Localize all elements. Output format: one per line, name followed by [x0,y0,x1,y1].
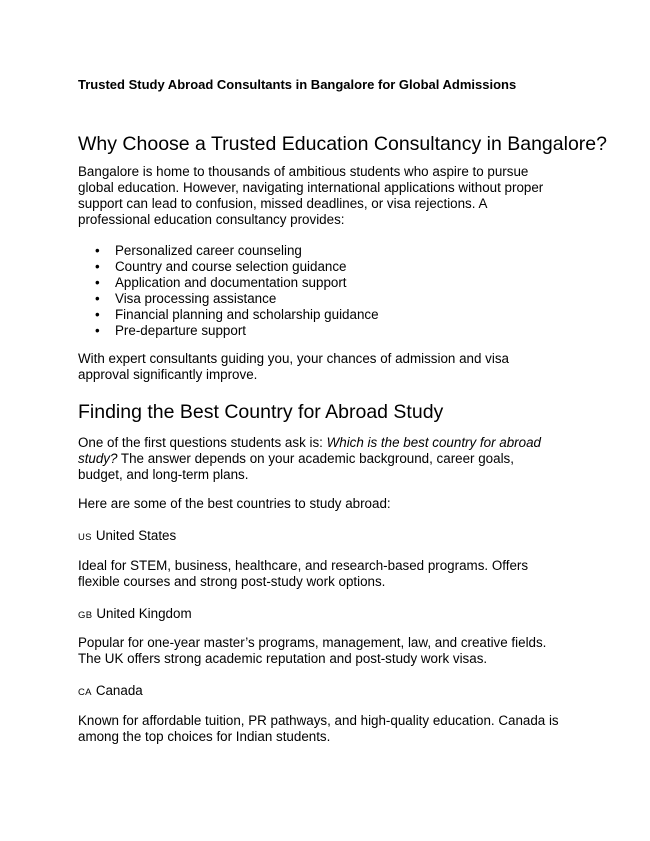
paragraph-text: One of the first questions students ask is: [78,435,327,450]
bullet-icon: • [95,259,100,274]
services-bullet-list [78,243,379,339]
paragraph-line: budget, and long-term plans. [78,467,249,483]
paragraph-line: Ideal for STEM, business, healthcare, and research-based programs. Offers [78,558,529,573]
country-description-gb [78,635,578,667]
list-item-label: Financial planning and scholarship guidance [115,307,379,322]
paragraph-line: The UK offers strong academic reputation and post-study work visas. [78,651,488,667]
country-name: Canada [95,683,143,698]
bullet-icon: • [95,323,100,338]
country-description-us [78,558,578,590]
country-name: United Kingdom [96,606,192,621]
paragraph-line: Popular for one-year master’s programs, management, law, and creative fields. [78,635,547,650]
paragraph-line: Known for affordable tuition, PR pathways, and high-quality education. Canada is [78,713,559,728]
list-item [78,259,379,275]
country-description-ca [78,713,578,745]
list-item-label: Country and course selection guidance [115,259,347,274]
bullet-icon: • [95,307,100,322]
country-code: CA [78,687,92,698]
section-intro-paragraph [78,164,578,228]
paragraph-line: global education. However, navigating international applications without proper [78,180,544,196]
list-item-label: Application and documentation support [115,275,347,290]
section-intro-paragraph [78,435,578,483]
paragraph-emphasis: study? [78,451,118,467]
paragraph-line: Here are some of the best countries to study abroad: [78,496,391,511]
list-item [78,275,379,291]
bullet-icon: • [95,243,100,258]
list-item [78,307,379,323]
country-code: GB [78,610,93,621]
paragraph-line: With expert consultants guiding you, your chances of admission and visa [78,351,509,366]
list-item [78,291,379,307]
list-item-label: Personalized career counseling [115,243,302,258]
countries-list-intro [78,496,578,512]
paragraph-line: support can lead to confusion, missed deadlines, or visa rejections. A [78,196,488,212]
country-heading-gb [78,606,192,624]
list-item [78,323,379,339]
bullet-icon: • [95,291,100,306]
paragraph-text: The answer depends on your academic background, career goals, [117,451,514,467]
list-item-label: Visa processing assistance [115,291,277,306]
list-item-label: Pre-departure support [115,323,247,338]
country-heading-ca [78,683,143,701]
section-closing-paragraph [78,351,578,383]
paragraph-line [78,435,578,451]
country-name: United States [95,528,177,543]
document-title: Trusted Study Abroad Consultants in Bangalore for Global Admissions [78,77,517,92]
list-item [78,243,379,259]
country-heading-us [78,528,176,546]
paragraph-emphasis: Which is the best country for abroad [326,435,541,450]
paragraph-line: approval significantly improve. [78,367,258,383]
paragraph-line: professional education consultancy provides: [78,212,345,228]
country-code: US [78,532,92,543]
paragraph-line: Bangalore is home to thousands of ambitious students who aspire to pursue [78,164,529,179]
bullet-icon: • [95,275,100,290]
paragraph-line [78,451,578,467]
section-heading-why-choose: Why Choose a Trusted Education Consultancy in Bangalore? [78,133,607,155]
paragraph-line: among the top choices for Indian students. [78,729,331,745]
paragraph-line: flexible courses and strong post-study work options. [78,574,386,590]
section-heading-best-country: Finding the Best Country for Abroad Study [78,401,444,423]
